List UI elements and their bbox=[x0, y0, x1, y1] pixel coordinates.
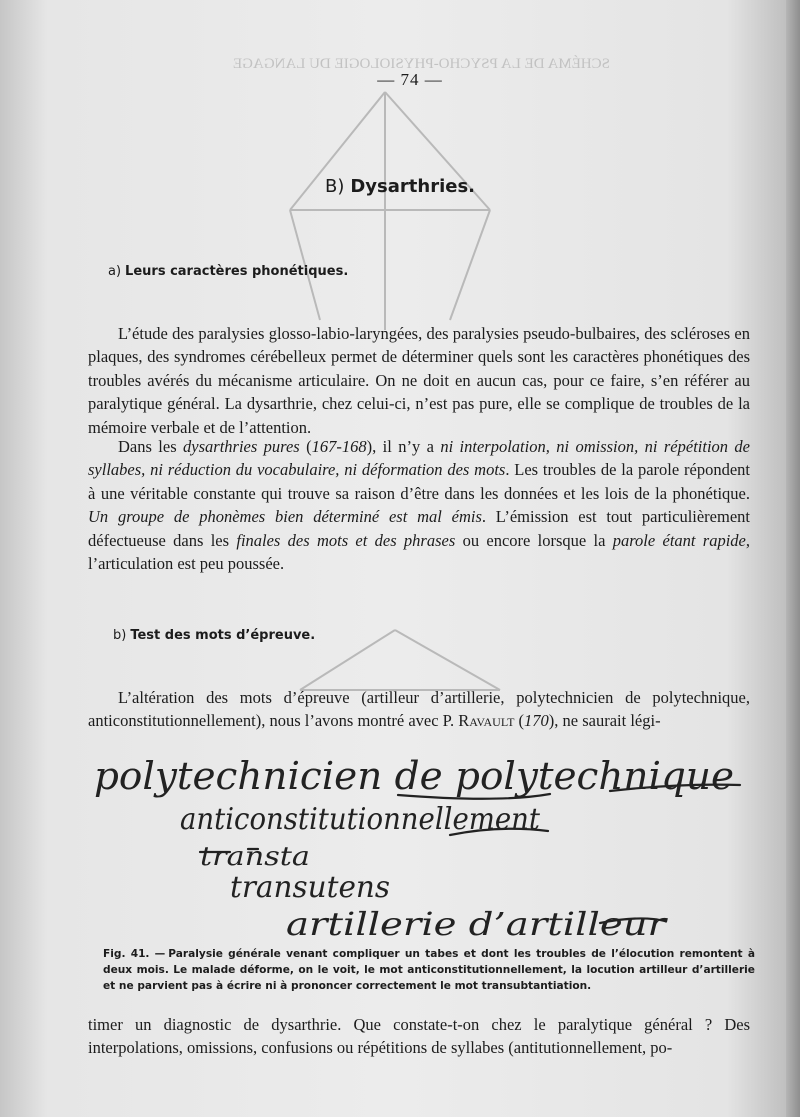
p2-italic-4: Un groupe de phonèmes bien déterminé est mal émis bbox=[88, 507, 482, 527]
p3-author: Ravault bbox=[458, 711, 515, 731]
subsection-a-title: Leurs caractères phonétiques. bbox=[125, 264, 349, 279]
svg-text:SCHÉMA DE LA PSYCHO-PHYSIOLOGI: SCHÉMA DE LA PSYCHO-PHYSIOLOGIE DU LANGAGE bbox=[232, 56, 610, 72]
subsection-b-title: Test des mots d’épreuve. bbox=[130, 628, 316, 643]
p3-reference: 170 bbox=[524, 711, 549, 731]
figure-caption bbox=[103, 946, 755, 994]
paragraph-1: L’étude des paralysies glosso-labio-laryngées, des paralysies pseudo-bulbaires, des scléroses en plaques, des syndromes cérébelleux permet de déterminer quels sont les caractères phonétiques des troubles avérés du mécanisme articulaire. On ne doit en aucun cas, pour ce faire, s’en référer au paralytique général. La dysarthrie, chez celui-ci, n’est pas pure, elle se complique de troubles de la mémoire verbale et de l’attention. bbox=[88, 324, 750, 437]
section-title-text: Dysarthries. bbox=[350, 176, 475, 197]
paragraph-3 bbox=[88, 686, 750, 733]
handwriting-line-2: anticonstitutionnellement bbox=[180, 802, 541, 837]
p2-italic-3: ni interpolation, ni omission, ni répétition de syllabes, ni réduction du vocabulaire, ni déformation des mots bbox=[88, 437, 750, 480]
subsection-a-heading bbox=[108, 264, 348, 279]
handwriting-line-4: transutens bbox=[230, 870, 390, 905]
handwriting-line-5: artillerie d’artilleur bbox=[286, 905, 669, 943]
p2-text-2: ( bbox=[299, 437, 312, 456]
handwriting-specimen bbox=[80, 745, 760, 945]
p2-text-5: . L’émission est tout particulièrement défectueuse dans les bbox=[88, 507, 750, 550]
p2-text-7: , l’articulation est peu poussée. bbox=[88, 530, 750, 574]
figure-label: Fig. 41. — bbox=[103, 948, 166, 960]
subsection-b-letter: b) bbox=[113, 628, 127, 643]
handwriting-line-3: transta bbox=[200, 842, 310, 872]
p3-text-3: ), ne saurait légi- bbox=[548, 711, 661, 731]
subsection-b-heading bbox=[113, 628, 315, 643]
p2-text-4: . Les troubles de la parole répondent à une véritable constante qui trouve sa raison d’être dans les données et les lois de la phonétique. bbox=[88, 460, 751, 503]
page-edge bbox=[786, 0, 800, 1117]
p2-italic-1: dysarthries pures bbox=[183, 437, 300, 456]
p3-text-1: L’altération des mots d’épreuve (artilleur d’artillerie, polytechnicien de polytechnique, anticonstitutionnellement), nous l’avons montré avec P. bbox=[88, 688, 750, 731]
figure-caption-text: Paralysie générale venant compliquer un tabes et dont les troubles de l’élocution remontent à deux mois. Le malade déforme, on le voit, le mot anticonstitutionnellement, la locution artilleur d’artillerie et ne parvient pas à écrire ni à prononcer correctement le mot transubtantiation. bbox=[103, 948, 755, 992]
p2-text-3: ), il n’y a bbox=[366, 437, 441, 456]
section-title bbox=[0, 176, 800, 197]
p2-italic-6: parole étant rapide bbox=[612, 530, 746, 550]
p2-text-6: ou encore lorsque la bbox=[455, 530, 613, 550]
p2-text-1: Dans les bbox=[118, 437, 184, 456]
p2-italic-2: 167-168 bbox=[311, 437, 367, 456]
page-number: — 74 — bbox=[377, 70, 443, 89]
subsection-a-letter: a) bbox=[108, 264, 122, 279]
handwriting-line-1: polytechnicien de polytechnique bbox=[94, 754, 734, 798]
paragraph-4: timer un diagnostic de dysarthrie. Que constate-t-on chez le paralytique général ? Des interpolations, omissions, confusions ou répétitions de syllabes (antitutionnellement, po- bbox=[88, 1015, 750, 1058]
paragraph-2 bbox=[88, 435, 750, 575]
p3-text-2: ( bbox=[514, 711, 525, 731]
section-letter: B) bbox=[324, 176, 345, 197]
p2-italic-5: finales des mots et des phrases bbox=[236, 530, 456, 550]
